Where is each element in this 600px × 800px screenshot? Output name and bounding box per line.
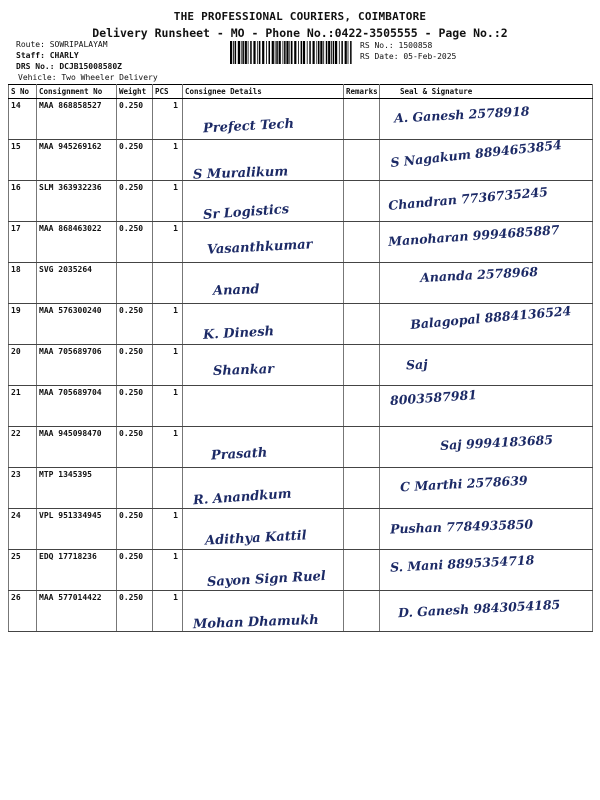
column-header: PCS xyxy=(153,85,183,99)
signature-cell xyxy=(380,509,593,550)
signature-handwriting: A. Ganesh 2578918 xyxy=(393,103,530,126)
signature-handwriting: D. Ganesh 9843054185 xyxy=(397,596,561,621)
table-row xyxy=(9,222,593,263)
table-row xyxy=(9,304,593,345)
pcs-cell: 1 xyxy=(153,304,183,345)
rs-date-line xyxy=(360,51,456,62)
consignment-cell: MAA 705689706 xyxy=(37,345,117,386)
consignee-cell xyxy=(183,550,344,591)
consignee-cell xyxy=(183,427,344,468)
signature-handwriting: Balagopal 8884136524 xyxy=(409,302,572,333)
weight-cell: 0.250 xyxy=(117,427,153,468)
route-line xyxy=(16,39,108,50)
pcs-cell: 1 xyxy=(153,181,183,222)
sno-cell: 23 xyxy=(9,468,37,509)
weight-cell: 0.250 xyxy=(117,386,153,427)
table-row xyxy=(9,345,593,386)
consignment-cell: MTP 1345395 xyxy=(37,468,117,509)
pcs-cell: 1 xyxy=(153,222,183,263)
consignee-cell xyxy=(183,345,344,386)
weight-cell: 0.250 xyxy=(117,345,153,386)
drs-value: DCJB15008580Z xyxy=(59,62,122,71)
consignment-cell: MAA 577014422 xyxy=(37,591,117,632)
sno-cell: 26 xyxy=(9,591,37,632)
remarks-cell xyxy=(344,591,380,632)
staff-label: Staff: xyxy=(16,51,45,60)
consignee-handwriting: Anand xyxy=(212,282,260,299)
signature-handwriting: Chandran 7736735245 xyxy=(387,184,549,213)
remarks-cell xyxy=(344,345,380,386)
staff-line xyxy=(16,50,79,61)
signature-cell xyxy=(380,345,593,386)
remarks-cell xyxy=(344,99,380,140)
sno-cell: 20 xyxy=(9,345,37,386)
signature-cell xyxy=(380,468,593,509)
sno-cell: 21 xyxy=(9,386,37,427)
consignee-handwriting: Adithya Kattil xyxy=(204,528,308,549)
column-header: Remarks xyxy=(344,85,380,99)
consignee-handwriting: K. Dinesh xyxy=(202,324,275,343)
remarks-cell xyxy=(344,509,380,550)
consignee-cell xyxy=(183,386,344,427)
column-header: Consignment No xyxy=(37,85,117,99)
drs-label: DRS No.: xyxy=(16,62,55,71)
signature-handwriting: Saj xyxy=(405,356,429,373)
sno-cell: 18 xyxy=(9,263,37,304)
consignee-handwriting: S Muralikum xyxy=(192,164,289,183)
runsheet-subtitle: Delivery Runsheet - MO - Phone No.:0422-3505555 - Page No.:2 xyxy=(92,26,508,40)
consignee-handwriting: Vasanthkumar xyxy=(206,237,313,258)
signature-cell xyxy=(380,386,593,427)
consignment-cell: EDQ 17718236 xyxy=(37,550,117,591)
consignee-handwriting: R. Anandkum xyxy=(192,486,292,509)
consignee-cell xyxy=(183,304,344,345)
consignee-cell xyxy=(183,222,344,263)
weight-cell: 0.250 xyxy=(117,181,153,222)
vehicle-value: Two Wheeler Delivery xyxy=(61,73,158,82)
remarks-cell xyxy=(344,386,380,427)
consignment-cell: SLM 363932236 xyxy=(37,181,117,222)
consignee-handwriting: Sr Logistics xyxy=(202,202,290,223)
sno-cell: 19 xyxy=(9,304,37,345)
rs-no-label: RS No.: xyxy=(360,41,394,50)
consignment-cell: MAA 576300240 xyxy=(37,304,117,345)
remarks-cell xyxy=(344,181,380,222)
signature-handwriting: S Nagakum 8894653854 xyxy=(389,137,563,170)
pcs-cell xyxy=(153,468,183,509)
table-row xyxy=(9,509,593,550)
drs-line xyxy=(16,61,122,72)
pcs-cell: 1 xyxy=(153,99,183,140)
route-label: Route: xyxy=(16,40,45,49)
remarks-cell xyxy=(344,140,380,181)
consignee-cell xyxy=(183,140,344,181)
signature-handwriting: Ananda 2578968 xyxy=(419,263,539,286)
pcs-cell: 1 xyxy=(153,591,183,632)
signature-cell xyxy=(380,137,593,181)
weight-cell: 0.250 xyxy=(117,509,153,550)
consignment-cell: MAA 868463022 xyxy=(37,222,117,263)
signature-cell xyxy=(380,99,593,140)
company-title: THE PROFESSIONAL COURIERS, COIMBATORE xyxy=(173,10,427,23)
weight-cell: 0.250 xyxy=(117,550,153,591)
table-header-row xyxy=(9,85,593,99)
pcs-cell: 1 xyxy=(153,550,183,591)
consignment-cell: MAA 945098470 xyxy=(37,427,117,468)
weight-cell: 0.250 xyxy=(117,304,153,345)
remarks-cell xyxy=(344,550,380,591)
consignment-cell: VPL 951334945 xyxy=(37,509,117,550)
table-row xyxy=(9,140,593,181)
sno-cell: 14 xyxy=(9,99,37,140)
column-header: Weight xyxy=(117,85,153,99)
consignee-cell xyxy=(183,509,344,550)
sno-cell: 16 xyxy=(9,181,37,222)
table-row xyxy=(9,99,593,140)
table-row xyxy=(9,386,593,427)
consignee-cell xyxy=(183,263,344,304)
rs-no-line xyxy=(360,40,432,51)
consignment-cell: MAA 868858527 xyxy=(37,99,117,140)
rs-date-value: 05-Feb-2025 xyxy=(403,52,457,61)
consignment-cell: MAA 945269162 xyxy=(37,140,117,181)
route-value: SOWRIPALAYAM xyxy=(49,40,108,49)
sno-cell: 17 xyxy=(9,222,37,263)
table-row xyxy=(9,181,593,222)
consignee-handwriting: Prefect Tech xyxy=(202,116,295,137)
consignee-cell xyxy=(183,468,344,509)
pcs-cell: 1 xyxy=(153,427,183,468)
pcs-cell: 1 xyxy=(153,140,183,181)
signature-cell xyxy=(380,263,593,304)
sno-cell: 22 xyxy=(9,427,37,468)
consignee-cell xyxy=(183,181,344,222)
table-row xyxy=(9,591,593,632)
signature-cell xyxy=(380,222,593,263)
column-header: Seal & Signature xyxy=(380,85,593,99)
remarks-cell xyxy=(344,468,380,509)
remarks-cell xyxy=(344,427,380,468)
pcs-cell: 1 xyxy=(153,345,183,386)
vehicle-line xyxy=(18,72,158,83)
consignee-cell xyxy=(183,99,344,140)
signature-cell xyxy=(380,550,593,591)
consignee-handwriting: Sayon Sign Ruel xyxy=(206,568,327,591)
remarks-cell xyxy=(344,263,380,304)
weight-cell: 0.250 xyxy=(117,222,153,263)
pcs-cell: 1 xyxy=(153,509,183,550)
signature-cell xyxy=(380,181,593,222)
consignment-cell: SVG 2035264 xyxy=(37,263,117,304)
pcs-cell xyxy=(153,263,183,304)
barcode-image xyxy=(230,41,355,64)
weight-cell: 0.250 xyxy=(117,140,153,181)
sno-cell: 25 xyxy=(9,550,37,591)
staff-value: CHARLY xyxy=(49,51,79,60)
table-row xyxy=(9,427,593,468)
signature-cell xyxy=(380,427,593,468)
vehicle-label: Vehicle: xyxy=(18,73,57,82)
remarks-cell xyxy=(344,222,380,263)
signature-handwriting: Saj 9994183685 xyxy=(439,432,554,453)
pcs-cell: 1 xyxy=(153,386,183,427)
weight-cell xyxy=(117,263,153,304)
signature-handwriting: Pushan 7784935850 xyxy=(389,516,534,537)
consignee-cell xyxy=(183,591,344,632)
signature-handwriting: C Marthi 2578639 xyxy=(399,472,528,495)
table-row xyxy=(9,263,593,304)
sno-cell: 24 xyxy=(9,509,37,550)
signature-handwriting: 8003587981 xyxy=(389,386,478,409)
rs-no-value: 1500858 xyxy=(398,41,433,50)
remarks-cell xyxy=(344,304,380,345)
weight-cell: 0.250 xyxy=(117,591,153,632)
consignment-cell: MAA 705689704 xyxy=(37,386,117,427)
signature-cell xyxy=(380,591,593,632)
weight-cell xyxy=(117,468,153,509)
table-row xyxy=(9,468,593,509)
table-row xyxy=(9,550,593,591)
column-header: S No xyxy=(9,85,37,99)
signature-handwriting: S. Mani 8895354718 xyxy=(389,552,535,575)
rs-date-label: RS Date: xyxy=(360,52,399,61)
consignee-handwriting: Prasath xyxy=(210,445,268,464)
signature-cell xyxy=(380,304,593,345)
runsheet-table xyxy=(8,84,593,632)
signature-handwriting: Manoharan 9994685887 xyxy=(387,222,560,249)
column-header: Consignee Details xyxy=(183,85,344,99)
consignee-handwriting: Shankar xyxy=(212,361,275,380)
consignee-handwriting: Mohan Dhamukh xyxy=(192,612,319,633)
sno-cell: 15 xyxy=(9,140,37,181)
weight-cell: 0.250 xyxy=(117,99,153,140)
